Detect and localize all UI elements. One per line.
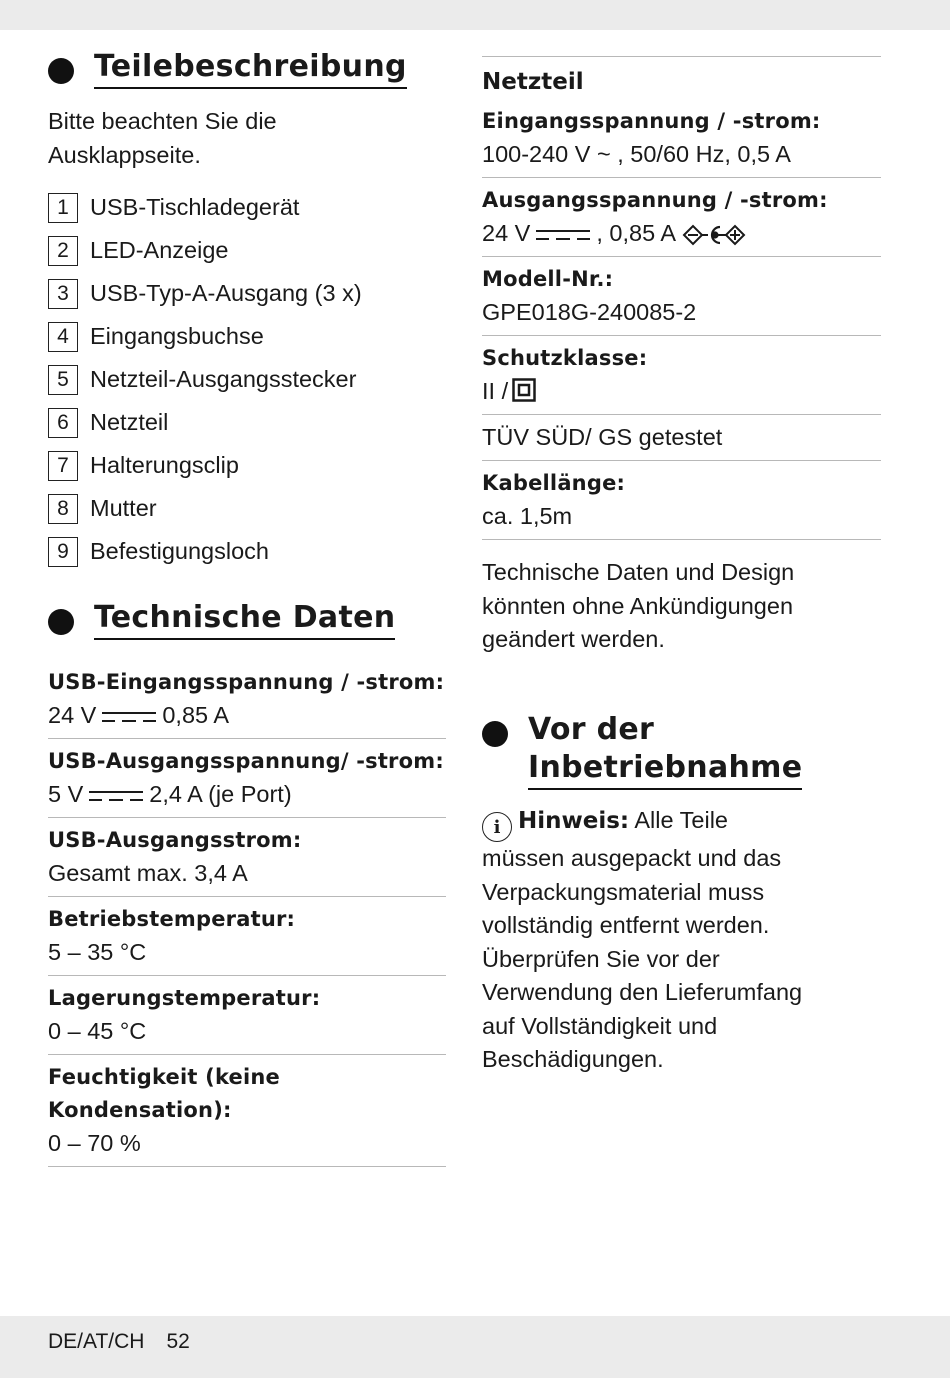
polarity-icon <box>682 223 748 247</box>
part-number-box: 1 <box>48 193 78 223</box>
list-item <box>48 315 446 358</box>
spec-humidity <box>48 1055 446 1167</box>
spec-value <box>48 778 446 811</box>
spec-value-amp: 2,4 A (je Port) <box>149 781 292 807</box>
part-number-box: 3 <box>48 279 78 309</box>
info-icon: i <box>482 812 512 842</box>
list-item <box>48 444 446 487</box>
note-label: Hinweis: <box>518 807 630 834</box>
spec-label: USB-Ausgangsstrom: <box>48 828 302 852</box>
before-use-heading <box>482 711 881 790</box>
left-column <box>48 48 446 1167</box>
note-line: Überprüfen Sie vor der <box>482 945 720 972</box>
bullet-icon <box>48 609 74 635</box>
footer-region: DE/AT/CH <box>48 1330 145 1353</box>
part-label: Halterungsclip <box>90 452 239 478</box>
disclaimer-line: Technische Daten und Design <box>482 559 795 585</box>
spec-label: Modell-Nr.: <box>482 267 614 291</box>
list-item <box>48 487 446 530</box>
parts-description-heading <box>48 48 446 89</box>
spec-value <box>48 699 446 732</box>
note-line: auf Vollständigkeit und <box>482 1012 718 1039</box>
spec-value: GPE018G-240085-2 <box>482 299 697 325</box>
heading-text: Technische Daten <box>94 599 395 640</box>
spec-label: Kondensation): <box>48 1098 232 1122</box>
spec-usb-output-current <box>48 818 446 897</box>
disclaimer-text <box>482 556 881 657</box>
spec-label: Schutzklasse: <box>482 346 648 370</box>
direct-current-icon <box>534 228 592 242</box>
list-item <box>48 229 446 272</box>
spec-label: Ausgangsspannung / -strom: <box>482 188 828 212</box>
part-number-box: 6 <box>48 408 78 438</box>
parts-list <box>48 186 446 573</box>
spec-label: Betriebstemperatur: <box>48 907 296 931</box>
spec-value: 0 – 70 % <box>48 1130 141 1156</box>
spec-value-amp: 0,85 A <box>162 702 229 728</box>
top-band <box>0 0 950 30</box>
note-text: Alle Teile <box>629 806 728 833</box>
spec-value-volt: 24 V <box>482 220 531 246</box>
spec-value: 5 – 35 °C <box>48 939 147 965</box>
technical-data-list <box>48 660 446 1167</box>
direct-current-icon <box>87 789 145 803</box>
heading-line: Inbetriebnahme <box>528 749 803 785</box>
spec-label: Lagerungstemperatur: <box>48 986 321 1010</box>
note-line: Verpackungsmaterial muss <box>482 878 765 905</box>
spec-usb-input <box>48 660 446 739</box>
spec-label: Eingangsspannung / -strom: <box>482 109 821 133</box>
note-first-line <box>482 804 881 843</box>
power-supply-title: Netzteil <box>482 56 881 99</box>
direct-current-icon <box>100 710 158 724</box>
list-item <box>48 530 446 573</box>
spec-cable-length <box>482 461 881 540</box>
protection-class-text: II / <box>482 378 509 404</box>
protection-class-ii-icon <box>512 378 536 402</box>
intro-line: Ausklappseite. <box>48 141 201 168</box>
part-label: Netzteil <box>90 409 169 435</box>
spec-label: USB-Eingangsspannung / -strom: <box>48 670 445 694</box>
spec-value-volt: 5 V <box>48 781 84 807</box>
note-line: vollständig entfernt werden. <box>482 912 770 939</box>
part-label: USB-Tischladegerät <box>90 194 300 220</box>
right-column <box>482 56 881 1077</box>
spec-label: USB-Ausgangsspannung/ -strom: <box>48 749 444 773</box>
spec-label: Kabellänge: <box>482 471 626 495</box>
intro-line: Bitte beachten Sie die <box>48 108 277 134</box>
spec-value-amp: , 0,85 A <box>596 220 677 246</box>
part-label: Netzteil-Ausgangsstecker <box>90 366 357 392</box>
heading-text: Teilebeschreibung <box>94 48 407 89</box>
list-item <box>48 272 446 315</box>
spec-value: Gesamt max. 3,4 A <box>48 860 248 886</box>
bullet-icon <box>48 58 74 84</box>
spec-model <box>482 257 881 336</box>
note-line: Verwendung den Lieferumfang <box>482 979 803 1006</box>
spec-value: 0 – 45 °C <box>48 1018 147 1044</box>
spec-storage-temperature <box>48 976 446 1055</box>
spec-usb-output <box>48 739 446 818</box>
intro-text <box>48 105 446 172</box>
part-label: Mutter <box>90 495 157 521</box>
spec-label: Feuchtigkeit (keine <box>48 1065 280 1089</box>
part-number-box: 7 <box>48 451 78 481</box>
spec-value: 100-240 V ~ , 50/60 Hz, 0,5 A <box>482 141 791 167</box>
heading-line: Vor der <box>528 711 655 747</box>
part-label: Befestigungsloch <box>90 538 269 564</box>
part-number-box: 2 <box>48 236 78 266</box>
spec-value <box>482 375 881 408</box>
part-label: Eingangsbuchse <box>90 323 264 349</box>
disclaimer-line: könnten ohne Ankündigungen <box>482 592 794 619</box>
note-line: Beschädigungen. <box>482 1046 664 1073</box>
part-number-box: 9 <box>48 537 78 567</box>
list-item <box>48 358 446 401</box>
technical-data-heading <box>48 599 446 640</box>
spec-value <box>482 217 881 250</box>
list-item <box>48 401 446 444</box>
note-line: müssen ausgepackt und das <box>482 845 782 872</box>
note-block <box>482 804 881 1077</box>
part-number-box: 8 <box>48 494 78 524</box>
page-number: 52 <box>166 1330 190 1353</box>
spec-value: TÜV SÜD/ GS getestet <box>482 424 723 450</box>
part-label: USB-Typ-A-Ausgang (3 x) <box>90 280 362 306</box>
spec-operating-temperature <box>48 897 446 976</box>
part-number-box: 5 <box>48 365 78 395</box>
list-item <box>48 186 446 229</box>
part-number-box: 4 <box>48 322 78 352</box>
spec-protection-class <box>482 336 881 415</box>
heading-text <box>528 711 802 790</box>
part-label: LED-Anzeige <box>90 237 229 263</box>
spec-certification <box>482 415 881 461</box>
spec-input <box>482 99 881 178</box>
footer <box>48 1330 190 1354</box>
spec-value-volt: 24 V <box>48 702 97 728</box>
disclaimer-line: geändert werden. <box>482 626 665 652</box>
spec-value: ca. 1,5m <box>482 503 573 529</box>
bullet-icon <box>482 721 508 747</box>
spec-output <box>482 178 881 257</box>
